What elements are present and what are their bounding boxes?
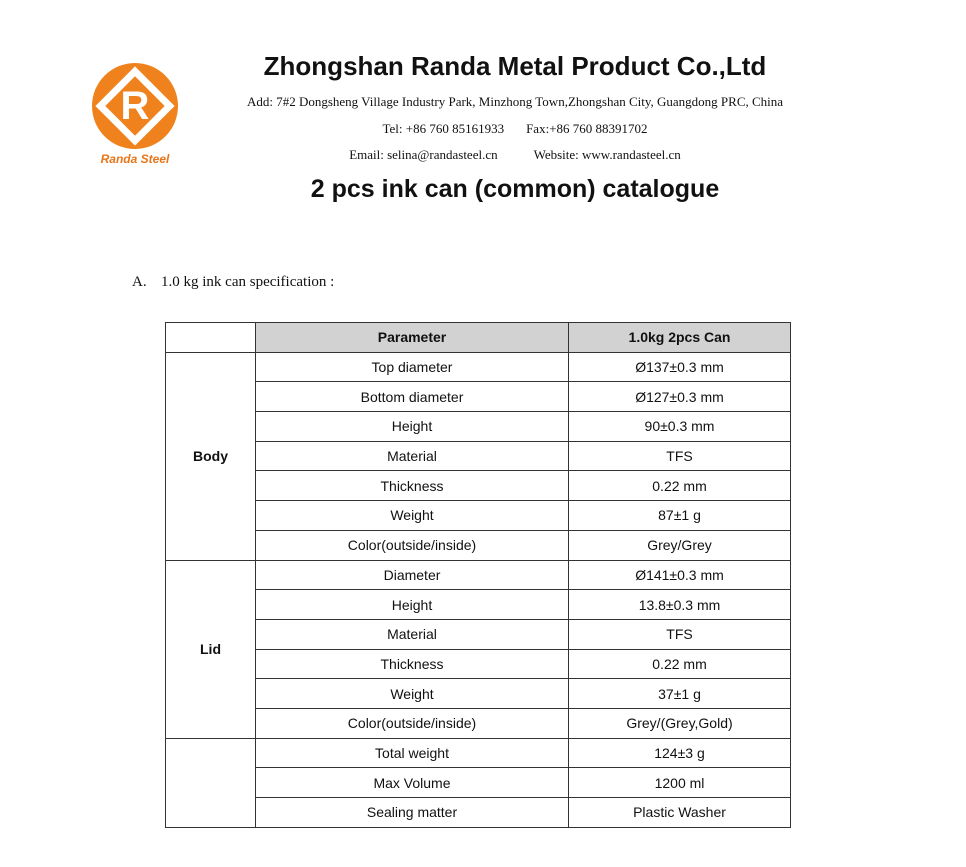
value-cell: 90±0.3 mm xyxy=(569,412,791,442)
table-header-row xyxy=(166,323,791,353)
table-row xyxy=(166,382,791,412)
table-row xyxy=(166,352,791,382)
param-cell: Thickness xyxy=(256,471,569,501)
email-row xyxy=(190,147,840,163)
table-row xyxy=(166,412,791,442)
company-logo xyxy=(83,58,187,173)
value-cell: 1200 ml xyxy=(569,768,791,798)
spec-table xyxy=(165,322,791,828)
table-row xyxy=(166,619,791,649)
param-cell: Height xyxy=(256,590,569,620)
logo-letter: R xyxy=(120,84,150,128)
section-text: 1.0 kg ink can specification : xyxy=(161,274,335,290)
catalogue-title: 2 pcs ink can (common) catalogue xyxy=(310,175,720,203)
table-row xyxy=(166,708,791,738)
company-name: Zhongshan Randa Metal Product Co.,Ltd xyxy=(263,51,767,81)
value-cell: TFS xyxy=(569,619,791,649)
table-row xyxy=(166,560,791,590)
value-cell: TFS xyxy=(569,441,791,471)
email-text: Email: selina@randasteel.cn xyxy=(349,147,498,162)
value-cell: 124±3 g xyxy=(569,738,791,768)
table-row xyxy=(166,590,791,620)
param-cell: Material xyxy=(256,441,569,471)
group-label-body: Body xyxy=(166,352,256,560)
value-cell: 13.8±0.3 mm xyxy=(569,590,791,620)
fax-text: Fax:+86 760 88391702 xyxy=(526,121,648,136)
table-row xyxy=(166,471,791,501)
header-value: 1.0kg 2pcs Can xyxy=(569,323,791,353)
table-row xyxy=(166,679,791,709)
param-cell: Top diameter xyxy=(256,352,569,382)
logo-name: Randa Steel xyxy=(100,152,170,166)
value-cell: 87±1 g xyxy=(569,501,791,531)
section-heading xyxy=(132,274,334,291)
table-row xyxy=(166,768,791,798)
param-cell: Color(outside/inside) xyxy=(256,708,569,738)
header-blank xyxy=(166,323,256,353)
value-cell: 37±1 g xyxy=(569,679,791,709)
header-parameter: Parameter xyxy=(256,323,569,353)
value-cell: 0.22 mm xyxy=(569,471,791,501)
website-text: Website: www.randasteel.cn xyxy=(533,147,681,162)
tel-text: Tel: +86 760 85161933 xyxy=(382,121,505,136)
param-cell: Color(outside/inside) xyxy=(256,530,569,560)
table-row xyxy=(166,798,791,828)
param-cell: Material xyxy=(256,619,569,649)
group-label-total xyxy=(166,738,256,827)
value-cell: Ø137±0.3 mm xyxy=(569,352,791,382)
value-cell: Plastic Washer xyxy=(569,798,791,828)
param-cell: Max Volume xyxy=(256,768,569,798)
company-address: Add: 7#2 Dongsheng Village Industry Park, Minzhong Town,Zhongshan City, Guangdong PRC, China xyxy=(246,94,784,109)
table-row xyxy=(166,649,791,679)
phone-row xyxy=(190,121,840,137)
section-number: A. xyxy=(132,274,147,290)
param-cell: Thickness xyxy=(256,649,569,679)
param-cell: Total weight xyxy=(256,738,569,768)
value-cell: Grey/(Grey,Gold) xyxy=(569,708,791,738)
table-row xyxy=(166,441,791,471)
group-label-lid: Lid xyxy=(166,560,256,738)
table-row xyxy=(166,501,791,531)
param-cell: Weight xyxy=(256,501,569,531)
param-cell: Bottom diameter xyxy=(256,382,569,412)
value-cell: Ø141±0.3 mm xyxy=(569,560,791,590)
param-cell: Sealing matter xyxy=(256,798,569,828)
table-row xyxy=(166,738,791,768)
value-cell: Grey/Grey xyxy=(569,530,791,560)
param-cell: Weight xyxy=(256,679,569,709)
param-cell: Diameter xyxy=(256,560,569,590)
param-cell: Height xyxy=(256,412,569,442)
value-cell: Ø127±0.3 mm xyxy=(569,382,791,412)
table-row xyxy=(166,530,791,560)
value-cell: 0.22 mm xyxy=(569,649,791,679)
